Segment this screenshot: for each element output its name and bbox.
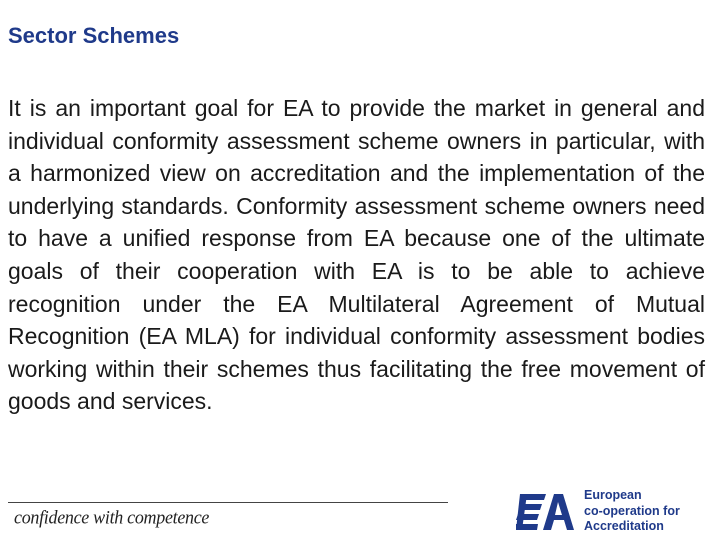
ea-logo-line-1: European [584,488,642,502]
ea-logo-icon [516,492,578,532]
ea-logo [516,488,716,536]
footer-divider [8,502,448,503]
ea-logo-line-2: co-operation for [584,503,680,518]
slide-body-text: It is an important goal for EA to provide the market in general and individual conformity assessment scheme owners in particular, with a harmonized view on accreditation and the implementation of the underlying standards. Conformity assessment scheme owners need to have a unified response from EA because one of the ultimate goals of their cooperation with EA is to be able to achieve recognition under the EA Multilateral Agreement of Mutual Recognition (EA MLA) for individual conformity assessment bodies working within their schemes thus facilitating the free movement of goods and services. [8,95,705,415]
ea-logo-text [584,488,680,535]
ea-logo-line-3: Accreditation [584,519,664,533]
footer-tagline: confidence with competence [14,506,210,528]
slide-title: Sector Schemes [8,23,180,48]
